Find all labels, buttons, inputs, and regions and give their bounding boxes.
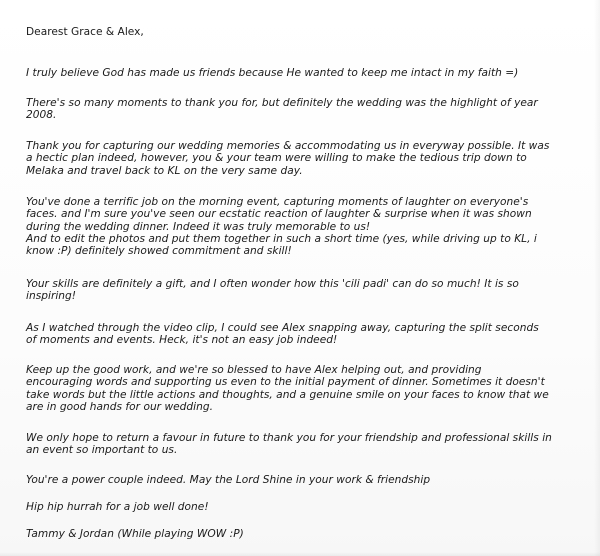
paragraph-line: an event so important to us.: [26, 444, 178, 457]
letter-greeting: [26, 26, 586, 38]
paragraph-line: know :P) definitely showed commitment and skill!: [26, 245, 292, 258]
paragraph-video-clip: [26, 322, 586, 347]
scan-edge-shadow: [594, 0, 600, 556]
paragraph-faith: [26, 67, 586, 79]
paragraph-favour: [26, 432, 586, 457]
paragraph-line: of moments and events. Heck, it's not an easy job indeed!: [26, 334, 338, 347]
paragraph-line: We only hope to return a favour in future to thank you for your friendship and professional skills in: [26, 432, 552, 444]
paragraph-line: There's so many moments to thank you for, but definitely the wedding was the highlight of year: [26, 97, 538, 109]
paragraph-morning-event: [26, 196, 586, 257]
paragraph-line: inspiring!: [26, 290, 77, 303]
signature-line: Tammy & Jordan (While playing WOW :P): [26, 528, 244, 540]
paragraph-line: Keep up the good work, and we're so blessed to have Alex helping out, and providing: [26, 364, 482, 376]
letter-signature: [26, 528, 586, 540]
paragraph-line: Thank you for capturing our wedding memories & accommodating us in everyway possible. It was: [26, 140, 550, 152]
paragraph-power-couple: [26, 474, 586, 486]
paragraph-line: Melaka and travel back to KL on the very same day.: [26, 164, 303, 177]
paragraph-good-work: [26, 364, 586, 413]
paragraph-thanks: [26, 140, 586, 177]
paragraph-skills: [26, 278, 586, 303]
paragraph-line: during the wedding dinner. Indeed it was truly memorable to us!: [26, 220, 371, 233]
paragraph-line: Hip hip hurrah for a job well done!: [26, 501, 209, 513]
paragraph-line: faces. and I'm sure you've seen our ecstatic reaction of laughter & surprise when it was shown: [26, 208, 532, 221]
greeting-line: Dearest Grace & Alex,: [26, 26, 144, 38]
paragraph-line: encouraging words and supporting us even to the initial payment of dinner. Sometimes it doesn't: [26, 376, 545, 389]
paragraph-line: take words but the little actions and thoughts, and a genuine smile on your faces to know that we: [26, 388, 549, 401]
paragraph-line: are in good hands for our wedding.: [26, 400, 213, 413]
paragraph-line: You've done a terrific job on the morning event, capturing moments of laughter on everyone's: [26, 196, 529, 208]
paragraph-highlight: [26, 97, 586, 122]
scan-bottom-shadow: [0, 552, 600, 556]
paragraph-line: You're a power couple indeed. May the Lord Shine in your work & friendship: [26, 474, 431, 486]
paragraph-line: Your skills are definitely a gift, and I often wonder how this 'cili padi' can do so much! It is so: [26, 278, 519, 290]
paragraph-hurrah: [26, 501, 586, 513]
paragraph-line: 2008.: [26, 109, 57, 122]
paragraph-line: a hectic plan indeed, however, you & your team were willing to make the tedious trip down to: [26, 152, 527, 165]
paragraph-line: And to edit the photos and put them together in such a short time (yes, while driving up to KL, i: [26, 232, 537, 245]
paragraph-line: I truly believe God has made us friends because He wanted to keep me intact in my faith =): [26, 67, 519, 79]
paragraph-line: As I watched through the video clip, I could see Alex snapping away, capturing the split seconds: [26, 322, 539, 334]
